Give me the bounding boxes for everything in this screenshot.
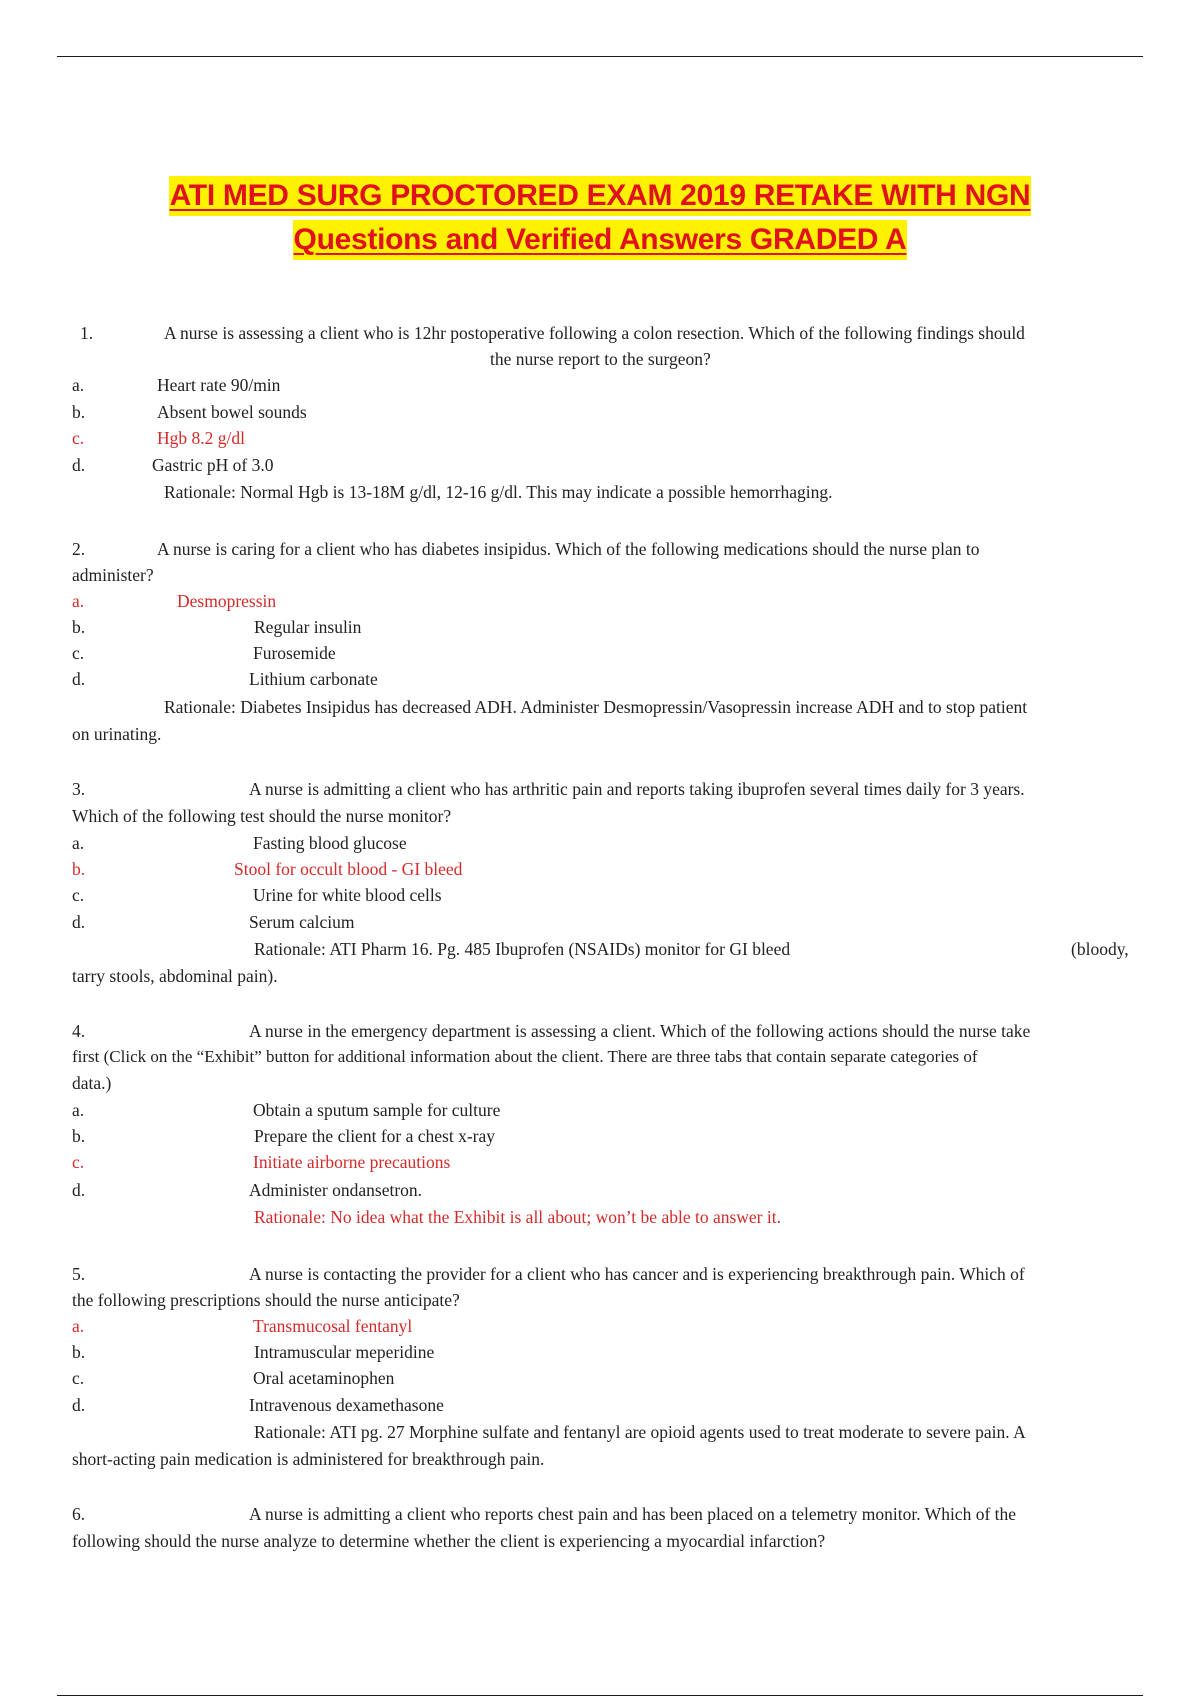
q3-option-b-letter: b. [72, 859, 86, 879]
question-6-stem-line2: following should the nurse analyze to determine whether the client is experiencing a myocardial infarction? [72, 1531, 826, 1551]
question-4-stem-line3: data.) [72, 1073, 112, 1093]
q3-option-c-letter: c. [72, 885, 85, 905]
q5-option-d-letter: d. [72, 1395, 86, 1415]
q4-option-b: Prepare the client for a chest x-ray [254, 1126, 495, 1146]
question-4-stem-line1: A nurse in the emergency department is assessing a client. Which of the following actions should the nurse take [249, 1021, 1031, 1041]
document-title [0, 176, 1200, 260]
q3-rationale-line1: Rationale: ATI Pharm 16. Pg. 485 Ibuprofen (NSAIDs) monitor for GI bleed [254, 939, 791, 959]
question-2-stem-line2: administer? [72, 565, 154, 585]
q5-option-a-correct: Transmucosal fentanyl [253, 1316, 413, 1336]
question-3-number: 3. [72, 779, 86, 799]
q1-option-b: Absent bowel sounds [157, 402, 307, 422]
question-1-number: 1. [80, 323, 94, 343]
title-line-2: Questions and Verified Answers GRADED A [293, 220, 908, 260]
q3-option-d: Serum calcium [249, 912, 355, 932]
q2-option-c-letter: c. [72, 643, 85, 663]
question-4-number: 4. [72, 1021, 86, 1041]
q4-option-c-letter: c. [72, 1152, 85, 1172]
q1-option-d-letter: d. [72, 455, 86, 475]
q5-option-c-letter: c. [72, 1368, 85, 1388]
q1-option-a: Heart rate 90/min [157, 375, 281, 395]
q2-option-a-correct: Desmopressin [177, 591, 277, 611]
q1-option-c-correct: Hgb 8.2 g/dl [157, 428, 245, 448]
question-6-stem-line1: A nurse is admitting a client who reports chest pain and has been placed on a telemetry monitor. Which of the [249, 1504, 1017, 1524]
q1-option-b-letter: b. [72, 402, 86, 422]
q5-option-c: Oral acetaminophen [253, 1368, 395, 1388]
q5-option-b: Intramuscular meperidine [254, 1342, 435, 1362]
q3-option-a-letter: a. [72, 833, 85, 853]
question-2-stem-line1: A nurse is caring for a client who has diabetes insipidus. Which of the following medications should the nurse plan to [157, 539, 980, 559]
question-1-stem-line1: A nurse is assessing a client who is 12hr postoperative following a colon resection. Which of the following findings should [164, 323, 1025, 343]
q4-option-d-letter: d. [72, 1180, 86, 1200]
q3-option-c: Urine for white blood cells [253, 885, 442, 905]
q2-option-b-letter: b. [72, 617, 86, 637]
q3-rationale-line1-end: (bloody, [1071, 939, 1129, 959]
q5-rationale-line1: Rationale: ATI pg. 27 Morphine sulfate and fentanyl are opioid agents used to treat moderate to severe pain. A [254, 1422, 1026, 1442]
q3-option-b-correct: Stool for occult blood - GI bleed [234, 859, 463, 879]
question-5-stem-line1: A nurse is contacting the provider for a client who has cancer and is experiencing breakthrough pain. Which of [249, 1264, 1025, 1284]
q5-option-b-letter: b. [72, 1342, 86, 1362]
question-2-number: 2. [72, 539, 86, 559]
q4-option-a: Obtain a sputum sample for culture [253, 1100, 501, 1120]
q2-option-d-letter: d. [72, 669, 86, 689]
question-4-stem-line2: first (Click on the “Exhibit” button for additional information about the client. There are three tabs that contain separate categories of [72, 1047, 978, 1066]
q5-option-d: Intravenous dexamethasone [249, 1395, 444, 1415]
q2-option-b: Regular insulin [254, 617, 362, 637]
top-rule [57, 56, 1143, 57]
q1-option-d: Gastric pH of 3.0 [152, 455, 274, 475]
q4-rationale: Rationale: No idea what the Exhibit is all about; won’t be able to answer it. [254, 1207, 781, 1227]
question-5-stem-line2: the following prescriptions should the nurse anticipate? [72, 1290, 460, 1310]
question-3-stem-line1: A nurse is admitting a client who has arthritic pain and reports taking ibuprofen several times daily for 3 years. [249, 779, 1025, 799]
question-3-stem-line2: Which of the following test should the nurse monitor? [72, 806, 452, 826]
q5-rationale-line2: short-acting pain medication is administered for breakthrough pain. [72, 1449, 545, 1469]
q2-rationale-line1: Rationale: Diabetes Insipidus has decreased ADH. Administer Desmopressin/Vasopressin increase ADH and to stop patient [164, 697, 1028, 717]
question-6-number: 6. [72, 1504, 86, 1524]
q1-rationale: Rationale: Normal Hgb is 13-18M g/dl, 12-16 g/dl. This may indicate a possible hemorrhaging. [164, 482, 833, 502]
bottom-rule [57, 1695, 1143, 1696]
q3-option-a: Fasting blood glucose [253, 833, 407, 853]
q5-option-a-letter: a. [72, 1316, 85, 1336]
q4-option-a-letter: a. [72, 1100, 85, 1120]
q3-rationale-line2: tarry stools, abdominal pain). [72, 966, 278, 986]
question-1-stem-line2: the nurse report to the surgeon? [490, 349, 711, 369]
q2-option-c: Furosemide [253, 643, 336, 663]
question-5-number: 5. [72, 1264, 86, 1284]
q2-option-d: Lithium carbonate [249, 669, 378, 689]
q4-option-b-letter: b. [72, 1126, 86, 1146]
q1-option-c-letter: c. [72, 428, 85, 448]
q2-rationale-line2: on urinating. [72, 724, 162, 744]
q4-option-c-correct: Initiate airborne precautions [253, 1152, 451, 1172]
q3-option-d-letter: d. [72, 912, 86, 932]
q4-option-d: Administer ondansetron. [249, 1180, 423, 1200]
q2-option-a-letter: a. [72, 591, 85, 611]
q1-option-a-letter: a. [72, 375, 85, 395]
title-line-1: ATI MED SURG PROCTORED EXAM 2019 RETAKE WITH NGN [169, 176, 1032, 216]
